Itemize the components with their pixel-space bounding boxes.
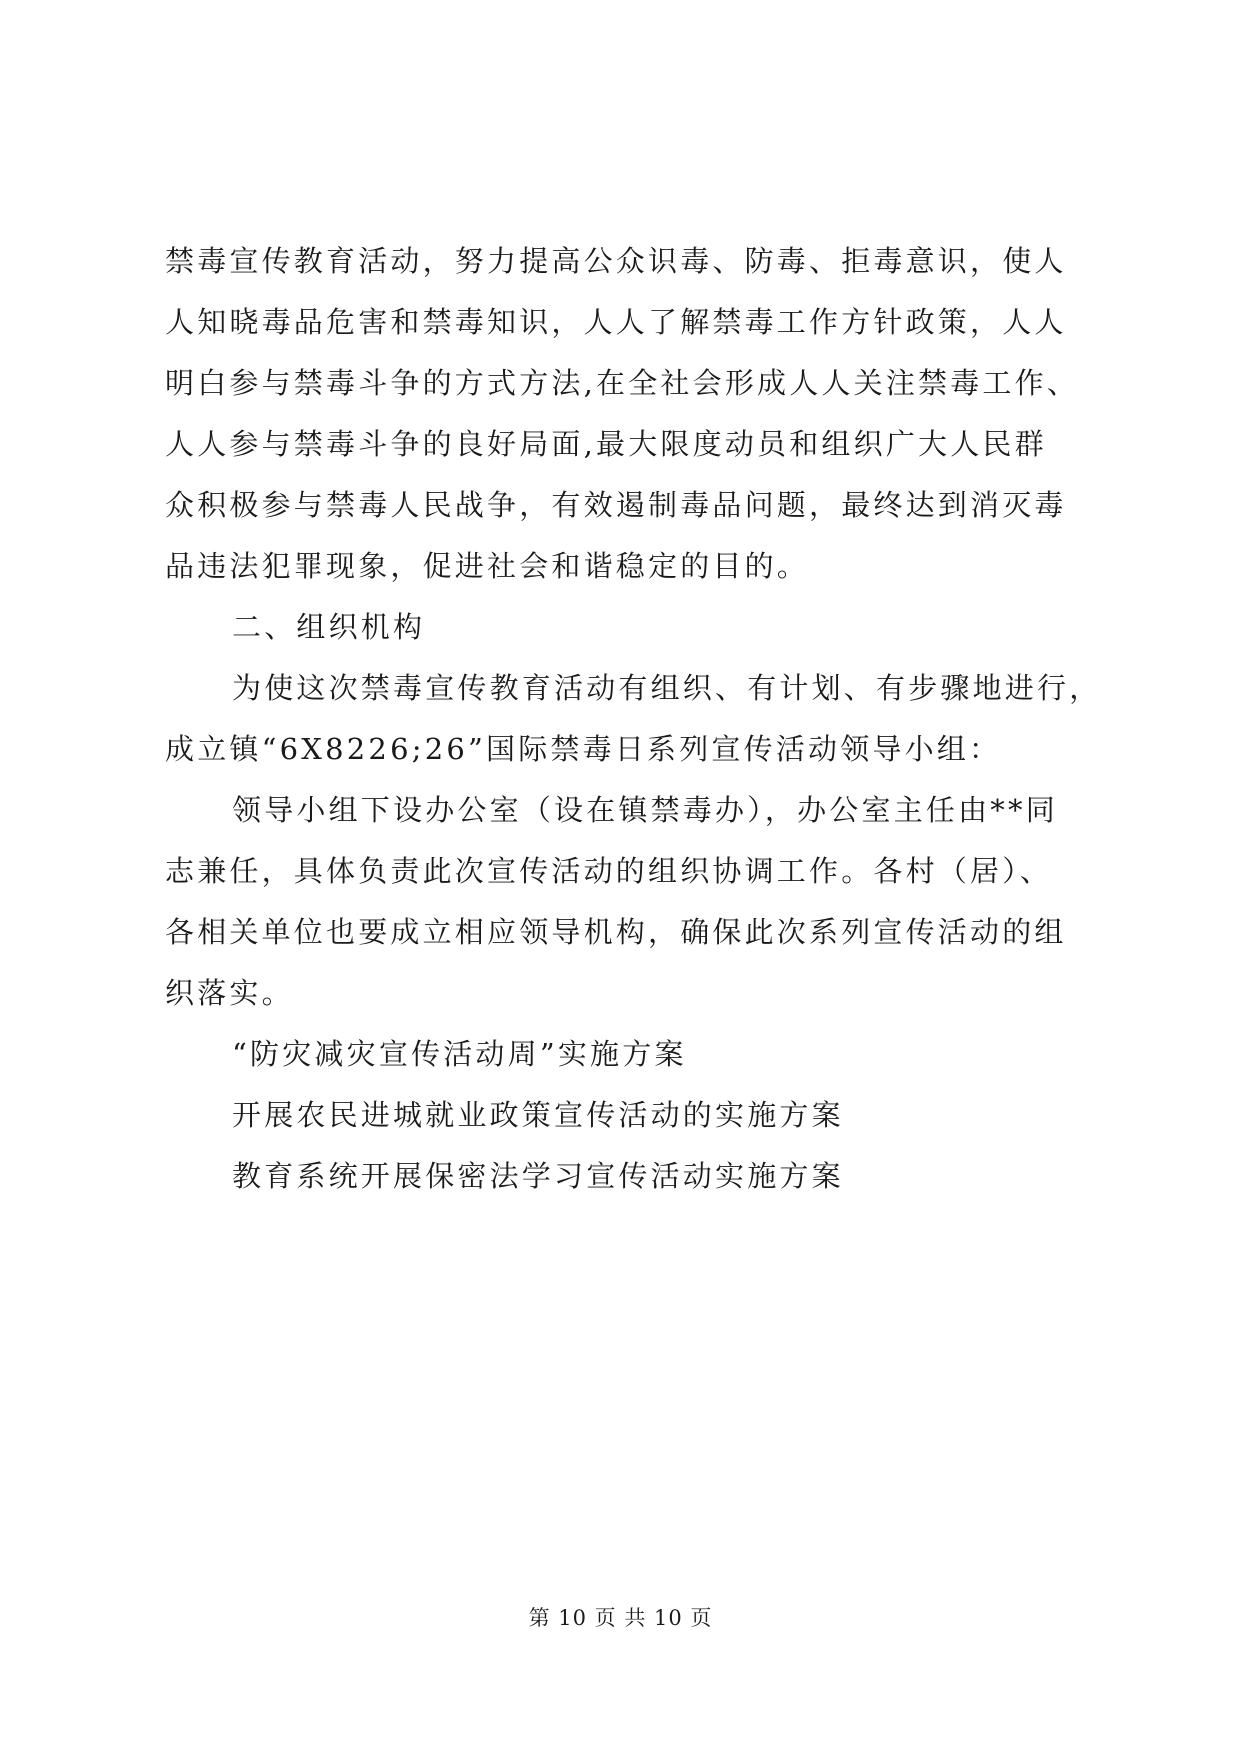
body-text-line: 人知晓毒品危害和禁毒知识，人人了解禁毒工作方针政策，人人 (165, 305, 1067, 339)
page-footer: 第 10 页 共 10 页 (528, 1606, 713, 1630)
body-text-line: 志兼任，具体负责此次宣传活动的组织协调工作。各村（居）、 (165, 854, 1053, 888)
body-text-line: 各相关单位也要成立相应领导机构，确保此次系列宣传活动的组 (165, 915, 1067, 949)
body-text-line: 领导小组下设办公室（设在镇禁毒办），办公室主任由**同 (232, 793, 1058, 827)
section-heading: 二、组织机构 (232, 610, 426, 644)
related-title: “防灾减灾宣传活动周”实施方案 (232, 1037, 687, 1071)
body-text-line: 人人参与禁毒斗争的良好局面,最大限度动员和组织广大人民群 (165, 427, 1047, 461)
body-text-line: 成立镇“6X8226;26”国际禁毒日系列宣传活动领导小组： (165, 732, 1002, 766)
body-text-line: 明白参与禁毒斗争的方式方法,在全社会形成人人关注禁毒工作、 (165, 366, 1080, 400)
related-title: 开展农民进城就业政策宣传活动的实施方案 (232, 1098, 844, 1132)
body-text-line: 禁毒宣传教育活动，努力提高公众识毒、防毒、拒毒意识，使人 (165, 244, 1067, 278)
body-text-line: 为使这次禁毒宣传教育活动有组织、有计划、有步骤地进行， (232, 671, 1102, 705)
body-text-line: 品违法犯罪现象，促进社会和谐稳定的目的。 (165, 549, 810, 583)
related-title: 教育系统开展保密法学习宣传活动实施方案 (232, 1159, 844, 1193)
body-text-line: 众积极参与禁毒人民战争，有效遏制毒品问题，最终达到消灭毒 (165, 488, 1067, 522)
body-text-line: 织落实。 (165, 976, 294, 1010)
